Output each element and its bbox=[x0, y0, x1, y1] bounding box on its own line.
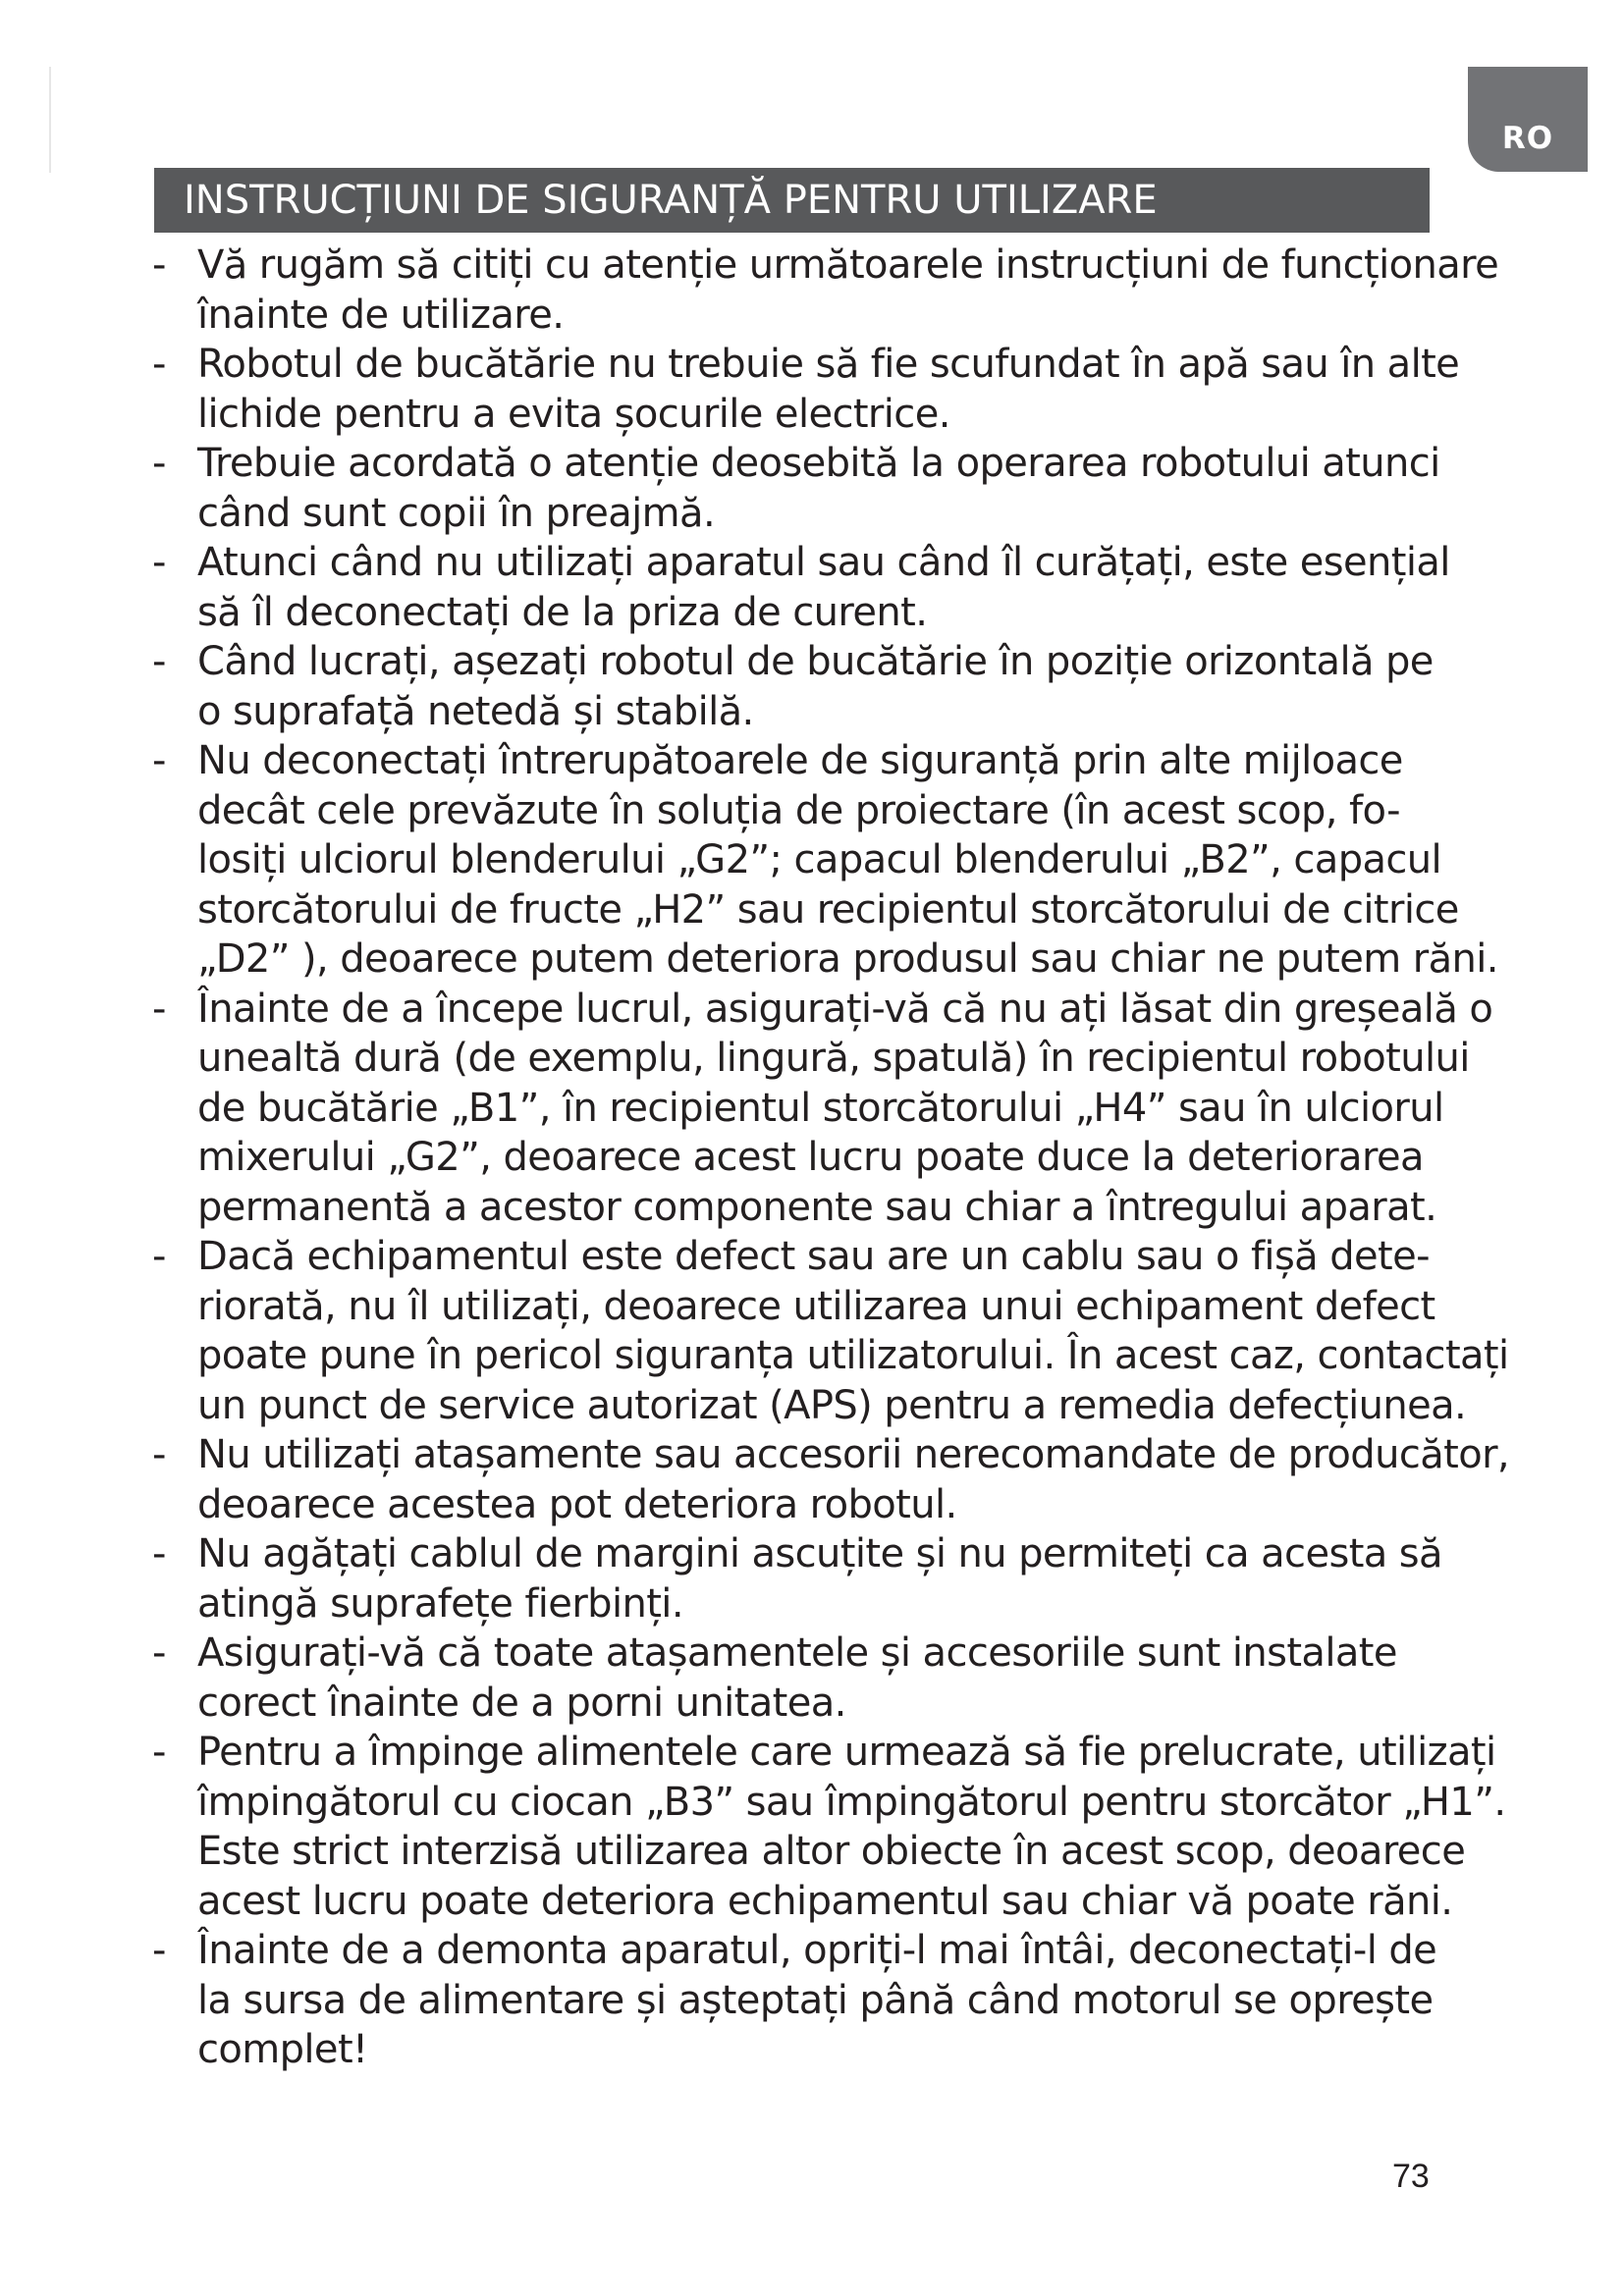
instruction-text-line: unealtă dură (de exemplu, lingură, spatulă) în recipientul robotului bbox=[197, 1036, 1470, 1081]
instruction-text-line: mixerului „G2”, deoarece acest lucru poate duce la deteriorarea bbox=[197, 1135, 1424, 1180]
instruction-text-line: o suprafață netedă și stabilă. bbox=[197, 688, 754, 734]
instruction-text-line: acest lucru poate deteriora echipamentul sau chiar vă poate răni. bbox=[197, 1878, 1453, 1924]
instruction-item bbox=[152, 240, 1499, 340]
instruction-item bbox=[152, 1629, 1478, 1728]
instruction-text-line: riorată, nu îl utilizați, deoarece utilizarea unui echipament defect bbox=[197, 1283, 1435, 1329]
instruction-text-line: Înainte de a demonta aparatul, opriți-l mai întâi, deconectați-l de bbox=[197, 1928, 1437, 1973]
instruction-text-line: lichide pentru a evita șocurile electrice. bbox=[197, 391, 950, 437]
margin-rule bbox=[49, 67, 51, 173]
bullet-dash: - bbox=[152, 639, 166, 684]
instruction-text-line: Nu utilizați atașamente sau accesorii nerecomandate de producător, bbox=[197, 1432, 1510, 1477]
instruction-text-line: storcătorului de fructe „H2” sau recipientul storcătorului de citrice bbox=[197, 886, 1459, 933]
instruction-text-line: când sunt copii în preajmă. bbox=[197, 490, 716, 536]
section-heading: INSTRUCȚIUNI DE SIGURANȚĂ PENTRU UTILIZARE bbox=[154, 168, 1430, 233]
bullet-dash: - bbox=[152, 242, 166, 288]
instruction-text-line: complet! bbox=[197, 2027, 368, 2072]
instruction-text-line: să îl deconectați de la priza de curent. bbox=[197, 589, 928, 635]
instruction-text-line: permanentă a acestor componente sau chiar a întregului aparat. bbox=[197, 1184, 1437, 1230]
instruction-text-line: deoarece acestea pot deteriora robotul. bbox=[197, 1481, 957, 1527]
instruction-item bbox=[152, 439, 1478, 538]
bullet-dash: - bbox=[152, 986, 166, 1032]
instruction-text-line: Asigurați-vă că toate atașamentele și accesoriile sunt instalate bbox=[197, 1630, 1397, 1676]
instruction-text-line: la sursa de alimentare și așteptați până când motorul se oprește bbox=[197, 1977, 1434, 2023]
instruction-text-line: losiți ulciorul blenderului „G2”; capacul blenderului „B2”, capacul bbox=[197, 837, 1442, 882]
bullet-dash: - bbox=[152, 441, 166, 486]
safety-instructions-list bbox=[152, 240, 1510, 2075]
instruction-text-line: Trebuie acordată o atenție deosebită la operarea robotului atunci bbox=[197, 441, 1440, 486]
instruction-item bbox=[152, 1529, 1478, 1629]
instruction-text-line: decât cele prevăzute în soluția de proiectare (în acest scop, fo- bbox=[197, 787, 1400, 833]
instruction-text-line: „D2” ), deoarece putem deteriora produsul sau chiar ne putem răni. bbox=[197, 936, 1498, 982]
instruction-text-line: Nu agățați cablul de margini ascuțite și nu permiteți ca acesta să bbox=[197, 1531, 1442, 1576]
bullet-dash: - bbox=[152, 342, 166, 387]
instruction-text-line: Este strict interzisă utilizarea altor obiecte în acest scop, deoarece bbox=[197, 1829, 1466, 1874]
instruction-text-line: corect înainte de a porni unitatea. bbox=[197, 1680, 846, 1726]
instruction-text-line: Vă rugăm să citiți cu atenție următoarele instrucțiuni de funcționare bbox=[197, 242, 1499, 288]
instruction-text-line: Când lucrați, așezați robotul de bucătărie în poziție orizontală pe bbox=[197, 639, 1434, 684]
language-tab: RO bbox=[1468, 67, 1588, 172]
instruction-item bbox=[152, 1926, 1478, 2075]
instruction-item bbox=[152, 736, 1498, 985]
bullet-dash: - bbox=[152, 540, 166, 585]
instruction-item bbox=[152, 340, 1478, 439]
instruction-item bbox=[152, 538, 1478, 637]
bullet-dash: - bbox=[152, 1432, 166, 1477]
instruction-text-line: împingătorul cu ciocan „B3” sau împingătorul pentru storcător „H1”. bbox=[197, 1779, 1506, 1825]
bullet-dash: - bbox=[152, 738, 166, 783]
instruction-item bbox=[152, 1430, 1510, 1529]
instruction-item bbox=[152, 637, 1478, 736]
bullet-dash: - bbox=[152, 1630, 166, 1676]
instruction-item bbox=[152, 985, 1493, 1233]
instruction-text-line: Dacă echipamentul este defect sau are un cablu sau o fișă dete- bbox=[197, 1234, 1430, 1279]
instruction-text-line: poate pune în pericol siguranța utilizatorului. În acest caz, contactați bbox=[197, 1333, 1509, 1378]
instruction-text-line: Înainte de a începe lucrul, asigurați-vă că nu ați lăsat din greșeală o bbox=[197, 986, 1493, 1032]
instruction-text-line: Nu deconectați întrerupătoarele de siguranță prin alte mijloace bbox=[197, 738, 1403, 783]
instruction-item bbox=[152, 1232, 1509, 1430]
bullet-dash: - bbox=[152, 1928, 166, 1973]
instruction-text-line: Robotul de bucătărie nu trebuie să fie scufundat în apă sau în alte bbox=[197, 342, 1460, 387]
instruction-text-line: înainte de utilizare. bbox=[197, 292, 565, 338]
instruction-text-line: de bucătărie „B1”, în recipientul storcătorului „H4” sau în ulciorul bbox=[197, 1085, 1444, 1131]
bullet-dash: - bbox=[152, 1234, 166, 1279]
instruction-text-line: atingă suprafețe fierbinți. bbox=[197, 1580, 683, 1627]
instruction-text-line: Pentru a împinge alimentele care urmează să fie prelucrate, utilizați bbox=[197, 1730, 1496, 1775]
instruction-item bbox=[152, 1728, 1506, 1926]
instruction-text-line: un punct de service autorizat (APS) pentru a remedia defecțiunea. bbox=[197, 1382, 1467, 1428]
bullet-dash: - bbox=[152, 1531, 166, 1576]
bullet-dash: - bbox=[152, 1730, 166, 1775]
instruction-text-line: Atunci când nu utilizați aparatul sau când îl curățați, este esențial bbox=[197, 540, 1450, 585]
page-number: 73 bbox=[1392, 2158, 1430, 2195]
